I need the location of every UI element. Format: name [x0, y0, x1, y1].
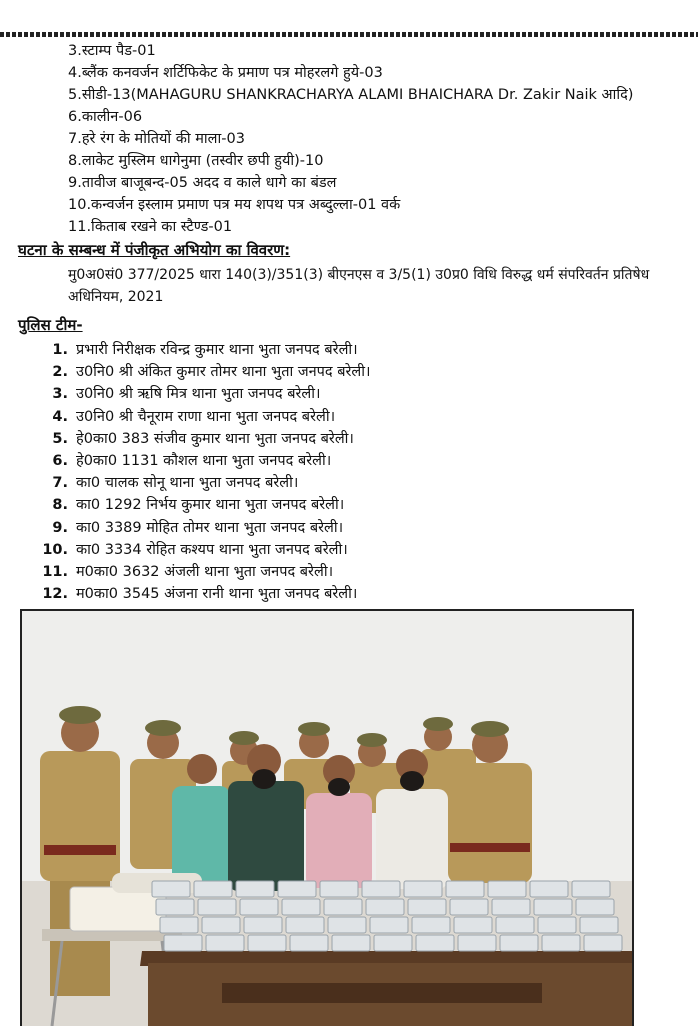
cd-box: [206, 935, 244, 951]
arrest-photo: [20, 609, 634, 1026]
cd-box: [454, 917, 492, 933]
cd-box: [580, 917, 618, 933]
team-member-number: 8.: [52, 497, 68, 514]
team-member-number: 7.: [52, 475, 68, 492]
cd-box: [320, 881, 358, 897]
team-member-number: 9.: [52, 519, 68, 536]
cd-box: [160, 917, 198, 933]
cd-box: [404, 881, 442, 897]
seized-item: 10.कन्वर्जन इस्लाम प्रमाण पत्र मय शपथ पत्र अब्दुल्ला-01 वर्क: [68, 197, 401, 213]
team-member-number: 5.: [52, 430, 68, 447]
team-member-number: 3.: [52, 386, 68, 403]
team-member-name: उ0नि0 श्री ऋषि मित्र थाना भुता जनपद बरेली।: [76, 386, 321, 403]
cd-box: [248, 935, 286, 951]
team-member-number: 10.: [42, 541, 68, 558]
team-member-name: हे0का0 1131 कौशल थाना भुता जनपद बरेली।: [76, 453, 332, 470]
cd-box: [244, 917, 282, 933]
team-member-name: हे0का0 383 संजीव कुमार थाना भुता जनपद बरेली।: [76, 430, 354, 447]
cd-box: [198, 899, 236, 915]
seized-items-list: [68, 40, 633, 238]
team-member-name: उ0नि0 श्री चैनूराम राणा थाना भुता जनपद बरेली।: [76, 408, 336, 425]
cd-box: [572, 881, 610, 897]
cd-box: [370, 917, 408, 933]
team-member: [40, 517, 371, 539]
cd-box: [194, 881, 232, 897]
cd-box: [240, 899, 278, 915]
team-member-number: 1.: [52, 342, 68, 358]
team-member: [40, 339, 371, 361]
seized-item: 6.कालीन-06: [68, 109, 143, 125]
seized-item: 8.लाकेट मुस्लिम धागेनुमा (तस्वीर छपी हुयी)-10: [68, 153, 324, 169]
team-member: [40, 561, 371, 583]
cd-box: [236, 881, 274, 897]
police-team-list: [40, 339, 371, 605]
cd-box: [156, 899, 194, 915]
team-member: [40, 383, 371, 405]
cd-box: [164, 935, 202, 951]
cd-box: [416, 935, 454, 951]
seized-item: 9.तावीज बाजूबन्द-05 अदद व काले धागे का बंडल: [68, 175, 337, 191]
cd-box: [500, 935, 538, 951]
cd-box: [152, 881, 190, 897]
team-member-number: 6.: [52, 453, 68, 470]
cd-box: [332, 935, 370, 951]
team-member-name: का0 3389 मोहित तोमर थाना भुता जनपद बरेली।: [76, 519, 344, 536]
team-member-number: 2.: [52, 364, 68, 381]
cd-box: [324, 899, 362, 915]
team-member-name: म0का0 3545 अंजना रानी थाना भुता जनपद बरेली।: [76, 586, 358, 603]
cd-box: [446, 881, 484, 897]
cd-box: [534, 899, 572, 915]
team-member-name: का0 चालक सोनू थाना भुता जनपद बरेली।: [76, 475, 299, 492]
cd-box: [496, 917, 534, 933]
cd-box: [412, 917, 450, 933]
cd-box: [458, 935, 496, 951]
seized-item: 3.स्टाम्प पैड-01: [68, 43, 156, 59]
cd-box: [328, 917, 366, 933]
seized-items-table: [140, 881, 632, 1026]
cd-box: [542, 935, 580, 951]
arrest-photo-illustration: [22, 611, 632, 1026]
cd-box: [408, 899, 446, 915]
cd-box: [202, 917, 240, 933]
team-member: [40, 494, 371, 516]
seized-item: 5.सीडी-13(MAHAGURU SHANKRACHARYA ALAMI BHAICHARA Dr. Zakir Naik आदि): [68, 87, 634, 103]
top-border-rule: [0, 32, 698, 37]
cd-box: [290, 935, 328, 951]
seized-item: 4.ब्लैंक कनवर्जन शर्टिफिकेट के प्रमाण पत्र मोहरलगे हुये-03: [68, 65, 383, 81]
cd-box: [576, 899, 614, 915]
team-member-name: का0 3334 रोहित कश्यप थाना भुता जनपद बरेली।: [76, 541, 348, 558]
seized-item: 7.हरे रंग के मोतियों की माला-03: [68, 131, 245, 147]
cd-box: [374, 935, 412, 951]
team-member: [40, 583, 371, 605]
team-member-number: 11.: [42, 564, 68, 581]
team-member: [40, 361, 371, 383]
cd-box: [492, 899, 530, 915]
team-member-number: 4.: [52, 408, 68, 425]
team-member: [40, 472, 371, 494]
cd-box: [366, 899, 404, 915]
team-member-name: प्रभारी निरीक्षक रविन्द्र कुमार थाना भुता जनपद बरेली।: [76, 342, 358, 358]
case-heading: घटना के सम्बन्ध में पंजीकृत अभियोग का विवरण:: [18, 241, 291, 259]
team-member: [40, 406, 371, 428]
cd-box: [282, 899, 320, 915]
cd-box: [530, 881, 568, 897]
team-member-name: का0 1292 निर्भय कुमार थाना भुता जनपद बरेली।: [76, 497, 345, 514]
cd-box: [488, 881, 526, 897]
team-member-name: उ0नि0 श्री अंकित कुमार तोमर थाना भुता जनपद बरेली।: [76, 364, 371, 381]
team-heading: पुलिस टीम-: [18, 316, 83, 334]
cd-box: [278, 881, 316, 897]
seized-item: 11.किताब रखने का स्टैण्ड-01: [68, 219, 233, 235]
cd-box: [584, 935, 622, 951]
case-details: मु0अ0सं0 377/2025 धारा 140(3)/351(3) बीएनएस व 3/5(1) उ0प्र0 विधि विरुद्ध धर्म संपरिवर्तन प्रतिषेध अधिनियम, 2021: [68, 267, 650, 305]
cd-box: [538, 917, 576, 933]
team-member-name: म0का0 3632 अंजली थाना भुता जनपद बरेली।: [76, 564, 334, 581]
team-member: [40, 450, 371, 472]
team-member: [40, 539, 371, 561]
team-member-number: 12.: [42, 586, 68, 603]
cd-box: [362, 881, 400, 897]
cd-box: [450, 899, 488, 915]
cd-box: [286, 917, 324, 933]
team-member: [40, 428, 371, 450]
